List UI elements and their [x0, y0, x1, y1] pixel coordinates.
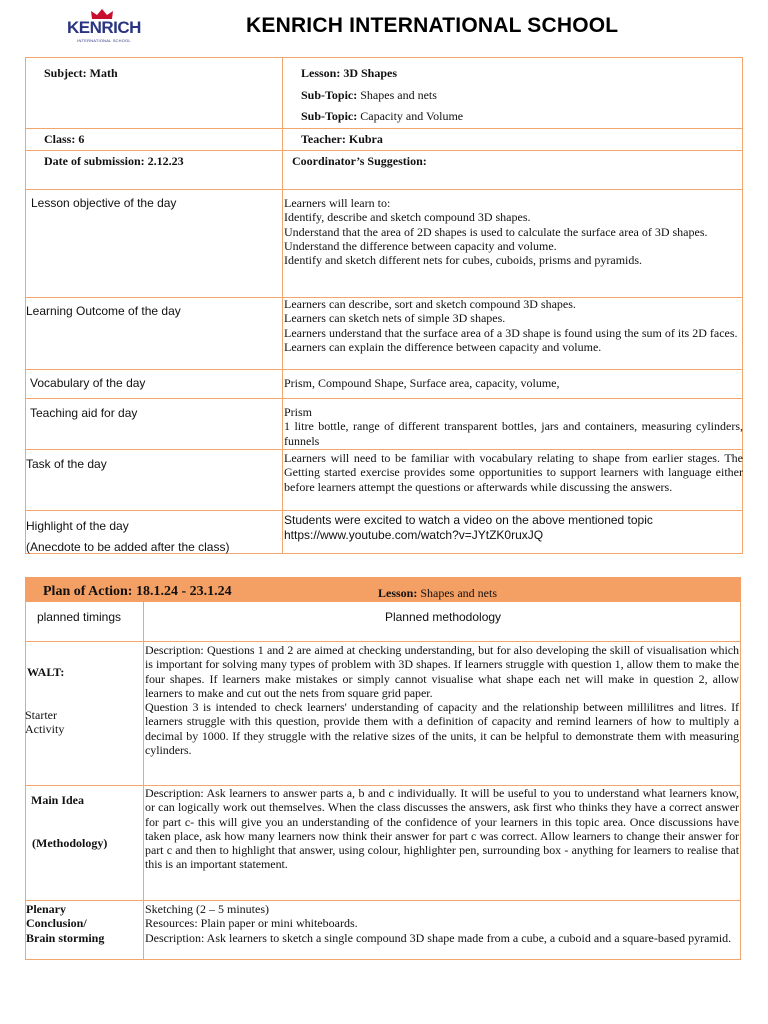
coordinator-label: Coordinator’s Suggestion: [292, 154, 427, 168]
highlight-note: (Anecdote to be added after the class) [26, 540, 230, 554]
subject-label: Subject: Math [44, 66, 118, 80]
table-rule [25, 189, 743, 190]
table-rule [25, 449, 743, 450]
plenary-label: Plenary Conclusion/ Brain storming [26, 902, 105, 945]
logo-subtext: INTERNATIONAL SCHOOL [77, 38, 131, 43]
table-rule [25, 398, 743, 399]
timings-header: planned timings [36, 610, 122, 624]
subtopic-2: Sub-Topic: Capacity and Volume [301, 109, 464, 123]
starter-label: Starter Activity [25, 708, 65, 737]
outcome-text: Learners can describe, sort and sketch compound 3D shapes. Learners can sketch nets of simple 3D shapes. Learners understand that the surface area of a 3D shape is found using the sum of its 2D faces. Learners can explain the difference between capacity and volume. [284, 297, 738, 354]
plan-divider [143, 602, 144, 960]
school-logo [62, 8, 146, 48]
logo-text: KENRICH [67, 18, 141, 37]
main-idea-text: Description: Ask learners to answer parts a, b and c individually. It will be useful to you to understand what learners know, or can logically work out themselves. When the class discusses the answers, ask first who thinks they have a correct answer for part c- this will give you an understanding of the confidence of your learners in this topic area. Once discussions have taken place, ask how many learners now think their answer for part c was correct. Allow learners to change their answer for part c and then to highlight that answer, using colour, highlighter pen, surrounding box - anything for learners to realise that this is an important statement. [145, 786, 739, 872]
lesson-label: Lesson: 3D Shapes [301, 66, 398, 80]
video-link[interactable]: https://www.youtube.com/watch?v=JYtZK0ruxJQ [284, 528, 544, 543]
table-rule [25, 369, 743, 370]
methodology-label: (Methodology) [32, 836, 108, 850]
vocab-text: Prism, Compound Shape, Surface area, capacity, volume, [284, 376, 560, 390]
subtopic-1: Sub-Topic: Shapes and nets [301, 88, 437, 102]
table-rule [25, 150, 743, 151]
highlight-label: Highlight of the day [26, 519, 129, 533]
aid-label: Teaching aid for day [30, 406, 138, 420]
table-divider [282, 57, 283, 554]
school-title: KENRICH INTERNATIONAL SCHOOL [246, 14, 619, 37]
walt-label: WALT: [27, 665, 65, 679]
objective-label: Lesson objective of the day [31, 196, 177, 210]
task-text: Learners will need to be familiar with vocabulary relating to shape from earlier stages. The Getting started exercise provides some opportunities to support learners with language either before learners attempt the questions or afterwards while discussing the answers. [284, 451, 743, 494]
methodology-header: Planned methodology [384, 610, 502, 624]
outcome-label: Learning Outcome of the day [26, 304, 181, 318]
task-label: Task of the day [26, 457, 107, 471]
objective-text: Learners will learn to: Identify, describe and sketch compound 3D shapes. Understand that the area of 2D shapes is used to calculate the surface area of 3D shapes. Understand the difference between capacity and volume. Identify and sketch different nets for cubes, cuboids, prisms and pyramids. [284, 196, 708, 268]
teacher-label: Teacher: Kubra [301, 132, 383, 146]
date-label: Date of submission: 2.12.23 [44, 154, 184, 168]
table-rule [25, 128, 743, 129]
aid-text: Prism 1 litre bottle, range of different transparent bottles, jars and containers, measuring cylinders, funnels [284, 405, 743, 448]
highlight-text: Students were excited to watch a video on the above mentioned topic https://www.youtube.com/watch?v=JYtZK0ruxJQ [284, 513, 740, 543]
starter-text: Description: Questions 1 and 2 are aimed at checking understanding, but for also developing the skill of visualisation which is important for solving many types of problem with 3D shapes. If learners struggle with question 1, allow them to make the four shapes. If learners make mistakes or simply cannot visualise what shape each net will make in question 2, allow learners to make and cut out the nets from square grid paper. Question 3 is intended to check learners' understanding of capacity and the relationship between millilitres and litres. If learners struggle with this question, provide them with a definition of capacity and remind learners of how to multiply a decimal by 1000. If they struggle with the relative sizes of the units, it can be helpful to demonstrate them with measuring cylinders. [145, 643, 739, 758]
plenary-text: Sketching (2 – 5 minutes) Resources: Plain paper or mini whiteboards. Description: Ask learners to sketch a single compound 3D shape made from a cube, a cuboid and a square-based pyramid. [145, 902, 732, 945]
table-rule [25, 510, 743, 511]
plan-lesson: Lesson: Shapes and nets [378, 586, 497, 600]
plan-rule [25, 641, 741, 642]
plan-title: Plan of Action: 18.1.24 - 23.1.24 [43, 584, 232, 599]
vocab-label: Vocabulary of the day [30, 376, 146, 390]
main-idea-label: Main Idea [31, 793, 85, 807]
class-label: Class: 6 [44, 132, 85, 146]
plan-rule [25, 900, 741, 901]
